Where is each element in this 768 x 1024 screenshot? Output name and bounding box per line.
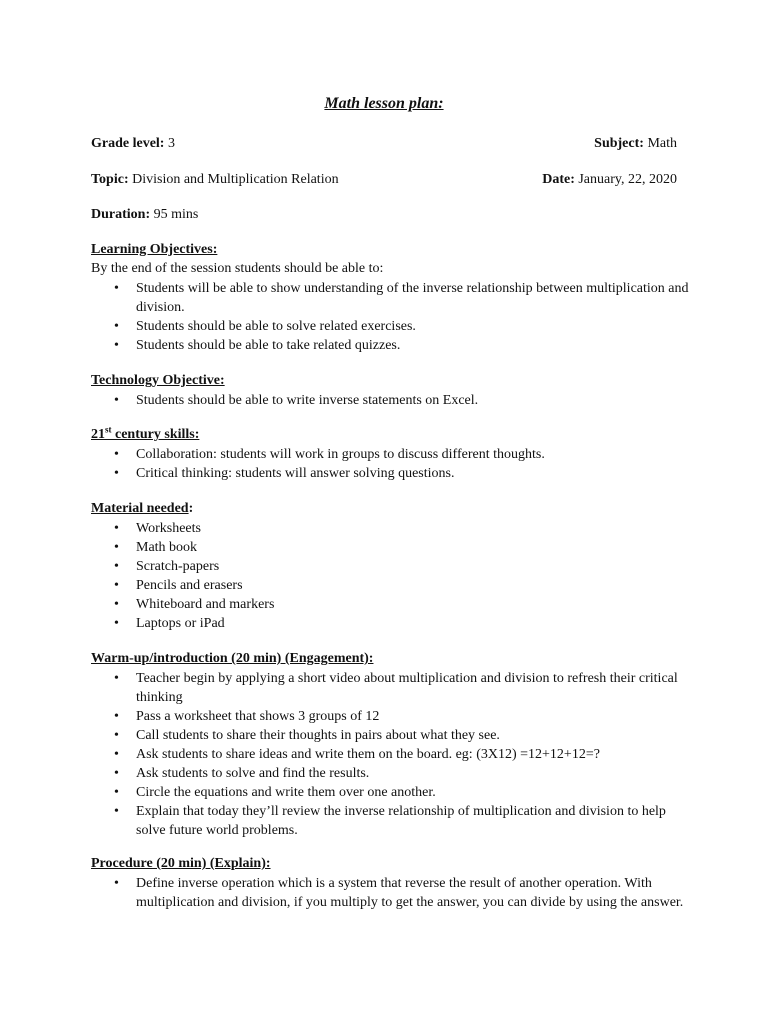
- list-item: • Students should be able to write inverse statements on Excel.: [114, 393, 479, 408]
- bullet-icon: •: [114, 597, 119, 612]
- grade-label: Grade level:: [91, 136, 165, 151]
- technology-objective-list: [91, 391, 691, 410]
- list-item: • Call students to share their thoughts in pairs about what they see.: [114, 728, 500, 743]
- list-item: • Pencils and erasers: [114, 578, 243, 593]
- bullet-icon: •: [114, 466, 119, 481]
- grade-field: [91, 136, 175, 151]
- list-item: • Collaboration: students will work in groups to discuss different thoughts.: [114, 447, 545, 462]
- list-item: • Pass a worksheet that shows 3 groups of 12: [114, 709, 380, 724]
- materials-list: [91, 519, 691, 633]
- list-item: • Whiteboard and markers: [114, 597, 275, 612]
- bullet-icon: •: [114, 319, 119, 334]
- warmup-heading: Warm-up/introduction (20 min) (Engagement):: [91, 651, 374, 666]
- bullet-icon: •: [114, 393, 119, 408]
- topic-field: [91, 172, 339, 187]
- date-value: January, 22, 2020: [574, 172, 677, 187]
- bullet-icon: •: [114, 578, 119, 593]
- bullet-icon: •: [114, 521, 119, 536]
- list-item: • Students should be able to solve related exercises.: [114, 319, 416, 334]
- bullet-icon: •: [114, 804, 119, 819]
- list-item: • Laptops or iPad: [114, 616, 225, 631]
- grade-subject-row: [91, 135, 677, 153]
- topic-date-row: [91, 171, 677, 189]
- materials-heading: Material needed:: [91, 501, 194, 516]
- topic-label: Topic:: [91, 172, 129, 187]
- bullet-icon: •: [114, 616, 119, 631]
- date-field: [542, 171, 677, 189]
- learning-objectives-list: [91, 279, 691, 355]
- list-item: • Critical thinking: students will answer solving questions.: [114, 466, 455, 481]
- century-skills-list: [91, 445, 691, 483]
- list-item: • Ask students to share ideas and write them on the board. eg: (3X12) =12+12+12=?: [114, 747, 600, 762]
- date-label: Date:: [542, 172, 575, 187]
- list-item: • Math book: [114, 540, 198, 555]
- learning-objectives-intro: By the end of the session students should be able to:: [91, 261, 384, 276]
- technology-objective-heading: Technology Objective:: [91, 373, 225, 388]
- list-item: • Teacher begin by applying a short video about multiplication and division to refresh their critical thinking: [114, 671, 678, 705]
- duration-row: [91, 206, 677, 224]
- topic-value: Division and Multiplication Relation: [128, 172, 339, 187]
- bullet-icon: •: [114, 728, 119, 743]
- subject-field: [594, 135, 677, 153]
- procedure-heading: Procedure (20 min) (Explain):: [91, 856, 271, 871]
- bullet-icon: •: [114, 709, 119, 724]
- list-item: • Students should be able to take related quizzes.: [114, 338, 401, 353]
- bullet-icon: •: [114, 447, 119, 462]
- list-item: • Ask students to solve and find the results.: [114, 766, 370, 781]
- list-item: • Students will be able to show understanding of the inverse relationship between multiplication and division.: [114, 281, 689, 315]
- bullet-icon: •: [114, 747, 119, 762]
- grade-value: 3: [164, 136, 175, 151]
- list-item: • Worksheets: [114, 521, 201, 536]
- subject-value: Math: [643, 136, 677, 151]
- bullet-icon: •: [114, 876, 119, 891]
- bullet-icon: •: [114, 766, 119, 781]
- bullet-icon: •: [114, 785, 119, 800]
- duration-label: Duration:: [91, 207, 151, 222]
- bullet-icon: •: [114, 338, 119, 353]
- warmup-list: [91, 669, 691, 840]
- bullet-icon: •: [114, 671, 119, 686]
- bullet-icon: •: [114, 281, 119, 296]
- century-skills-heading: 21st century skills:: [91, 424, 200, 442]
- duration-value: 95 mins: [150, 207, 199, 222]
- list-item: • Scratch-papers: [114, 559, 220, 574]
- list-item: • Define inverse operation which is a system that reverse the result of another operation. With multiplication and division, if you multiply to get the answer, you can divide by using the answer.: [114, 876, 684, 910]
- learning-objectives-heading: Learning Objectives:: [91, 242, 218, 257]
- subject-label: Subject:: [594, 136, 644, 151]
- procedure-list: [91, 874, 691, 912]
- list-item: • Explain that today they’ll review the inverse relationship of multiplication and division to help solve future world problems.: [114, 804, 666, 838]
- bullet-icon: •: [114, 540, 119, 555]
- list-item: • Circle the equations and write them over one another.: [114, 785, 436, 800]
- bullet-icon: •: [114, 559, 119, 574]
- page-title: Math lesson plan:: [324, 95, 444, 112]
